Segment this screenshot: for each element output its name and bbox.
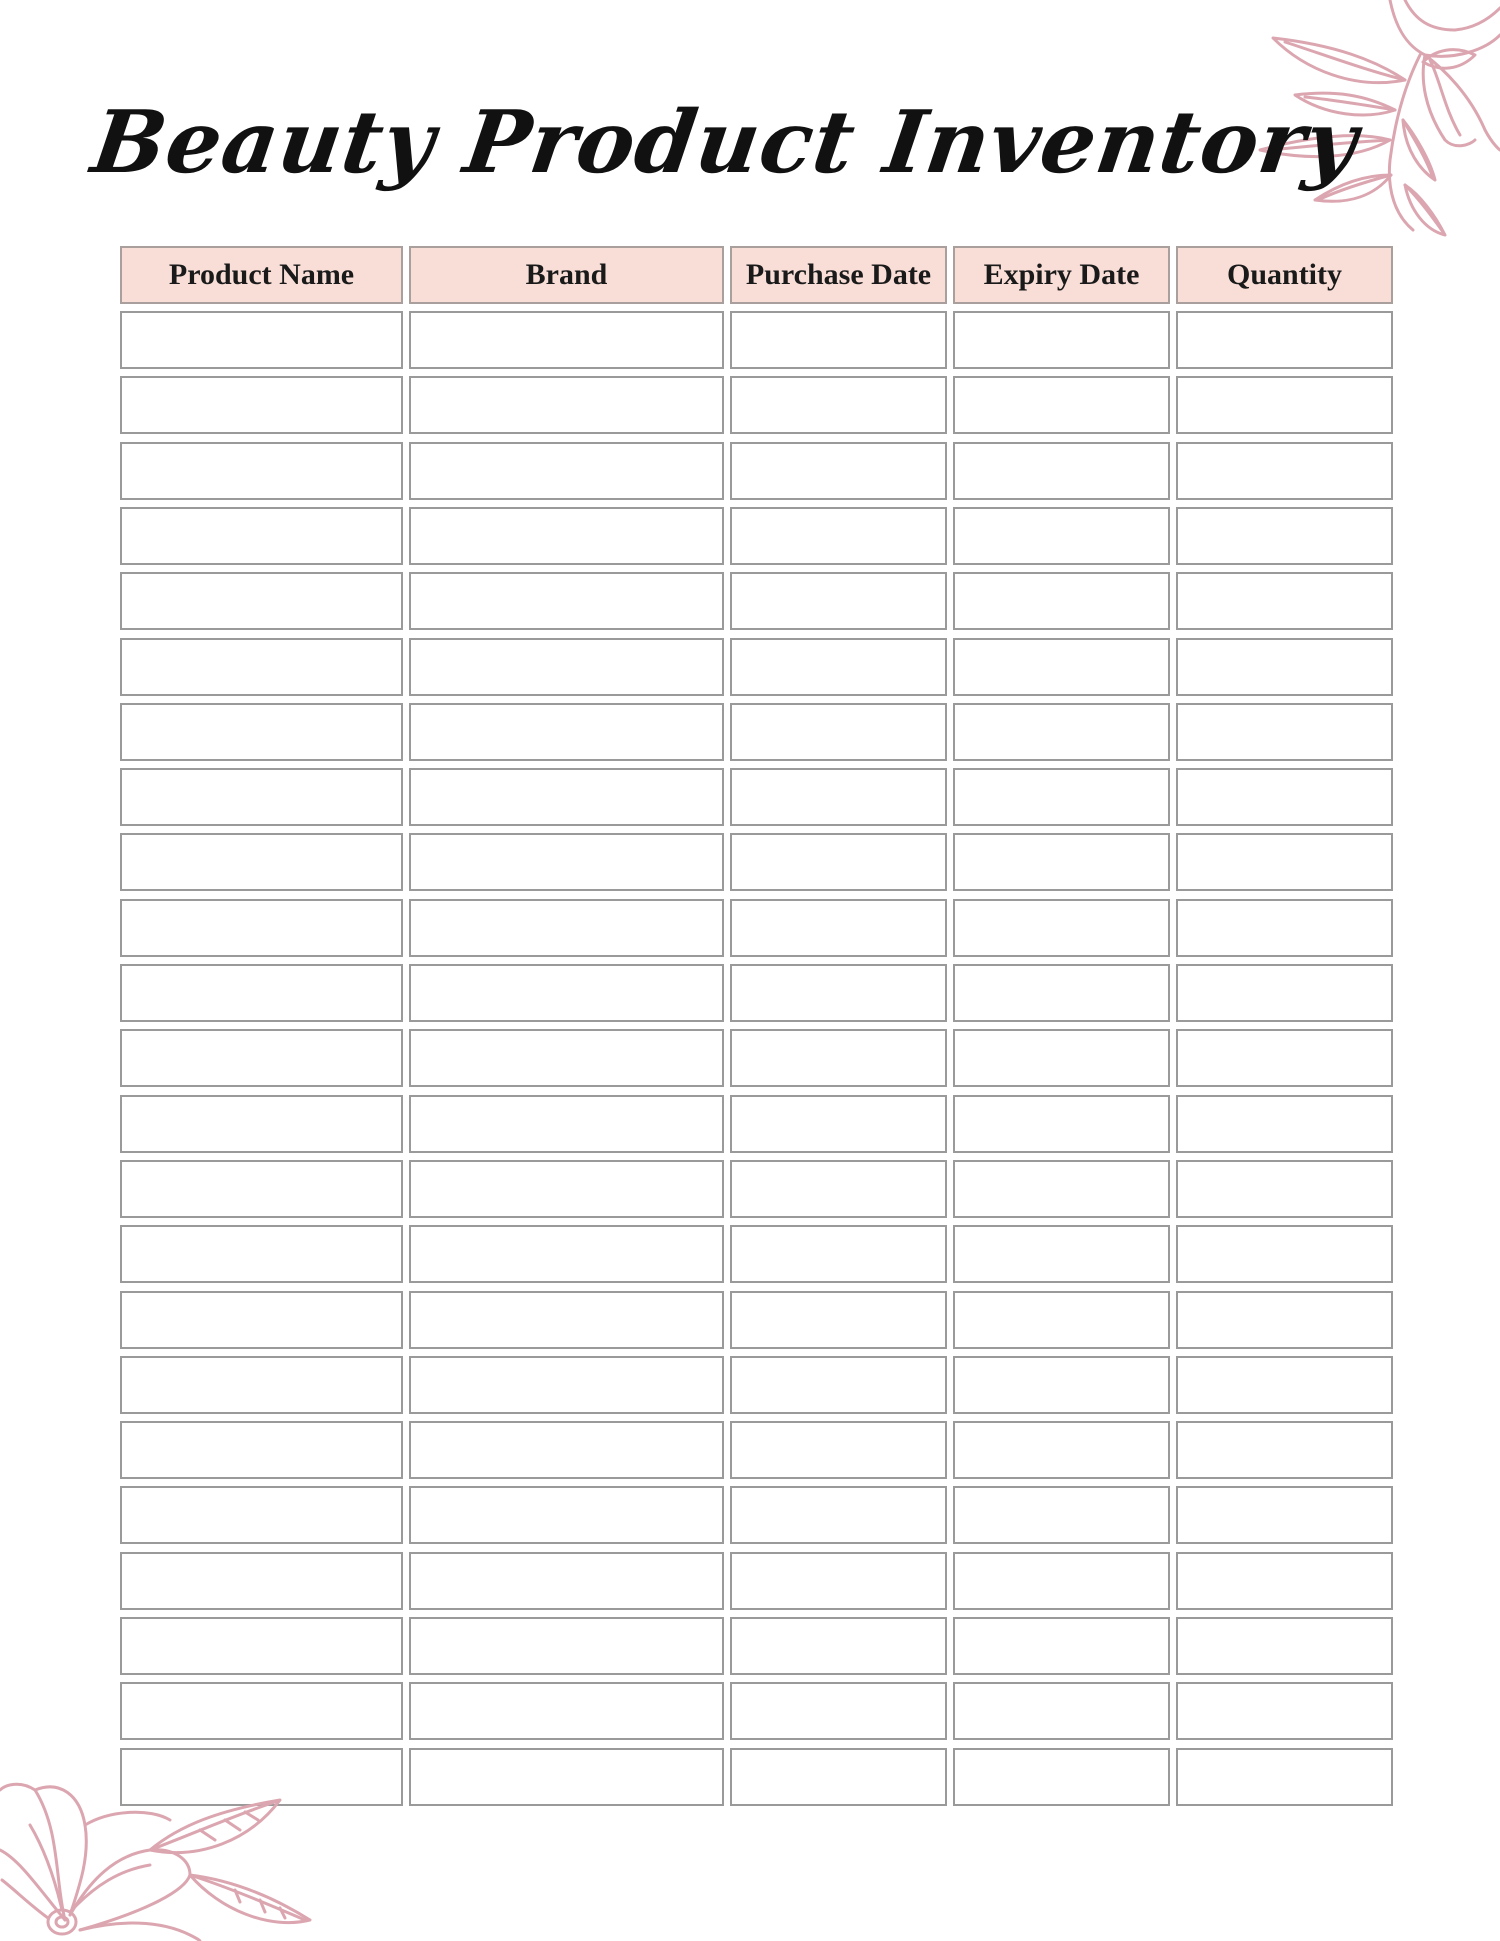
table-cell[interactable] [120,899,403,957]
table-cell[interactable] [730,1029,947,1087]
table-cell[interactable] [409,1421,724,1479]
table-cell[interactable] [953,833,1170,891]
table-cell[interactable] [120,1682,403,1740]
table-cell[interactable] [120,1552,403,1610]
table-cell[interactable] [120,1421,403,1479]
table-cell[interactable] [953,1291,1170,1349]
table-cell[interactable] [120,442,403,500]
table-cell[interactable] [953,768,1170,826]
table-cell[interactable] [120,1095,403,1153]
table-cell[interactable] [1176,376,1393,434]
table-cell[interactable] [409,311,724,369]
table-cell[interactable] [953,311,1170,369]
table-cell[interactable] [730,1291,947,1349]
table-cell[interactable] [1176,507,1393,565]
column-header: Brand [409,246,724,304]
table-cell[interactable] [1176,1486,1393,1544]
table-cell[interactable] [953,507,1170,565]
table-cell[interactable] [1176,442,1393,500]
column-header: Product Name [120,246,403,304]
table-cell[interactable] [409,572,724,630]
table-cell[interactable] [730,1552,947,1610]
table-cell[interactable] [953,572,1170,630]
column-header: Expiry Date [953,246,1170,304]
table-cell[interactable] [409,703,724,761]
table-cell[interactable] [1176,638,1393,696]
flower-icon [0,1770,320,1941]
column-header: Quantity [1176,246,1393,304]
table-cell[interactable] [409,1682,724,1740]
table-cell[interactable] [1176,1552,1393,1610]
table-cell[interactable] [120,572,403,630]
table-cell[interactable] [953,1421,1170,1479]
table-cell[interactable] [120,833,403,891]
table-cell[interactable] [120,1356,403,1414]
table-cell[interactable] [1176,899,1393,957]
table-cell[interactable] [1176,768,1393,826]
table-cell[interactable] [730,964,947,1022]
table-cell[interactable] [1176,1160,1393,1218]
table-cell[interactable] [120,1291,403,1349]
table-cell[interactable] [953,442,1170,500]
table-cell[interactable] [730,311,947,369]
table-cell[interactable] [1176,1617,1393,1675]
table-cell[interactable] [409,1095,724,1153]
table-cell[interactable] [120,638,403,696]
table-cell[interactable] [120,964,403,1022]
table-cell[interactable] [1176,1682,1393,1740]
table-cell[interactable] [730,768,947,826]
table-cell[interactable] [409,1552,724,1610]
table-cell[interactable] [730,1421,947,1479]
table-cell[interactable] [409,1486,724,1544]
table-cell[interactable] [730,1225,947,1283]
table-cell[interactable] [953,1095,1170,1153]
table-cell[interactable] [120,1617,403,1675]
table-cell[interactable] [1176,1421,1393,1479]
table-cell[interactable] [409,1356,724,1414]
table-cell[interactable] [1176,833,1393,891]
column-header: Purchase Date [730,246,947,304]
table-cell[interactable] [409,768,724,826]
table-cell[interactable] [409,833,724,891]
table-cell[interactable] [1176,1291,1393,1349]
table-cell[interactable] [953,1617,1170,1675]
table-cell[interactable] [730,1617,947,1675]
table-cell[interactable] [730,1160,947,1218]
table-cell[interactable] [953,1748,1170,1806]
table-cell[interactable] [409,964,724,1022]
table-cell[interactable] [1176,1029,1393,1087]
table-cell[interactable] [120,1029,403,1087]
table-cell[interactable] [953,964,1170,1022]
table-cell[interactable] [409,899,724,957]
table-cell[interactable] [730,442,947,500]
table-cell[interactable] [730,703,947,761]
table-cell[interactable] [120,703,403,761]
table-cell[interactable] [730,833,947,891]
table-cell[interactable] [409,507,724,565]
table-cell[interactable] [1176,964,1393,1022]
table-cell[interactable] [730,1356,947,1414]
table-cell[interactable] [953,1486,1170,1544]
table-cell[interactable] [953,1682,1170,1740]
table-cell[interactable] [1176,1356,1393,1414]
table-cell[interactable] [730,572,947,630]
table-cell[interactable] [409,1617,724,1675]
table-cell[interactable] [409,1225,724,1283]
table-cell[interactable] [120,1486,403,1544]
table-cell[interactable] [953,638,1170,696]
table-cell[interactable] [1176,703,1393,761]
table-cell[interactable] [409,1291,724,1349]
table-cell[interactable] [730,1486,947,1544]
table-cell[interactable] [1176,1095,1393,1153]
table-cell[interactable] [120,1160,403,1218]
table-cell[interactable] [953,1029,1170,1087]
table-cell[interactable] [953,1356,1170,1414]
table-cell[interactable] [730,638,947,696]
table-cell[interactable] [730,1682,947,1740]
table-cell[interactable] [409,1029,724,1087]
table-cell[interactable] [730,899,947,957]
table-cell[interactable] [120,311,403,369]
table-cell[interactable] [1176,1225,1393,1283]
table-cell[interactable] [120,1225,403,1283]
table-cell[interactable] [953,899,1170,957]
table-cell[interactable] [953,376,1170,434]
table-cell[interactable] [730,1748,947,1806]
table-cell[interactable] [409,1748,724,1806]
table-cell[interactable] [120,507,403,565]
page-title: Beauty Product Inventory [86,92,1364,193]
table-cell[interactable] [953,703,1170,761]
table-cell[interactable] [730,507,947,565]
table-cell[interactable] [953,1160,1170,1218]
table-cell[interactable] [953,1225,1170,1283]
table-cell[interactable] [1176,1748,1393,1806]
table-cell[interactable] [409,442,724,500]
table-cell[interactable] [409,638,724,696]
table-cell[interactable] [953,1552,1170,1610]
table-cell[interactable] [120,376,403,434]
table-cell[interactable] [409,376,724,434]
table-cell[interactable] [120,768,403,826]
table-cell[interactable] [730,376,947,434]
table-cell[interactable] [409,1160,724,1218]
table-cell[interactable] [1176,572,1393,630]
table-cell[interactable] [1176,311,1393,369]
table-cell[interactable] [730,1095,947,1153]
